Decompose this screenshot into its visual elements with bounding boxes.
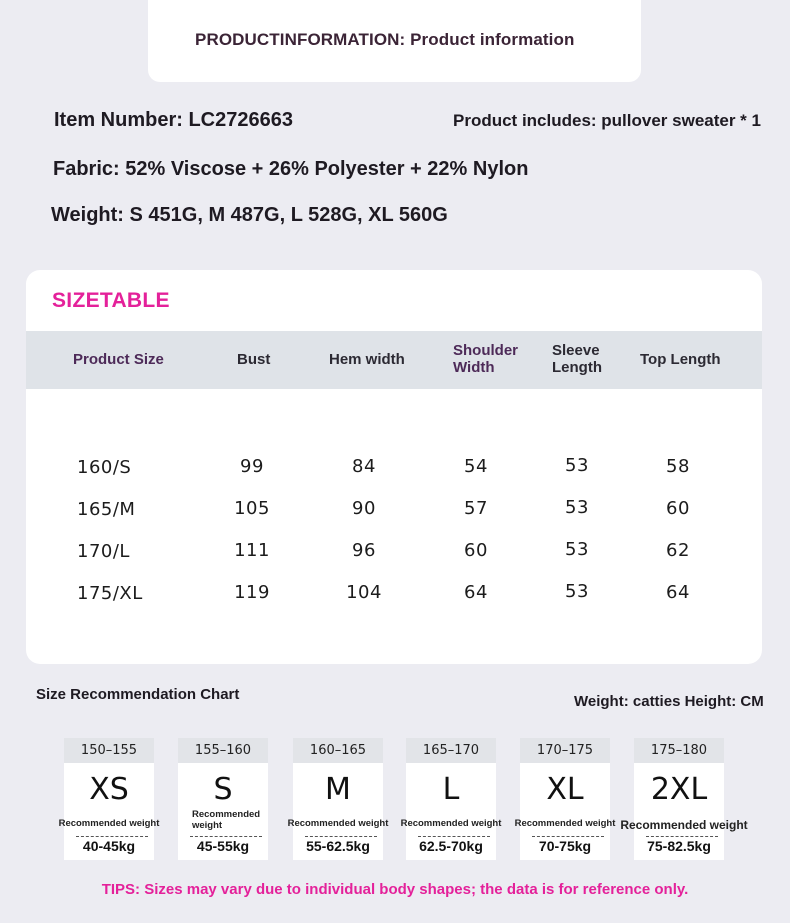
item-number: Item Number: LC2726663 — [54, 109, 293, 131]
divider — [76, 836, 148, 837]
size-table-card — [26, 270, 762, 664]
product-info-card — [148, 0, 641, 82]
cell-size: 160/S — [77, 457, 132, 478]
recommended-weight-label: Recommended weight — [400, 818, 502, 829]
size-letter: L — [442, 772, 460, 807]
height-range: 150–155 — [64, 738, 154, 763]
product-includes: Product includes: pullover sweater * 1 — [453, 111, 761, 130]
cell-length: 60 — [666, 498, 690, 519]
cell-bust: 111 — [234, 540, 270, 561]
recommended-weight-label: Recommended weight — [58, 818, 160, 829]
cell-length: 62 — [666, 540, 690, 561]
size-letter: 2XL — [650, 772, 708, 807]
garment-weight: Weight: S 451G, M 487G, L 528G, XL 560G — [51, 204, 448, 226]
recommended-weight-label: Recommended weight — [192, 809, 261, 831]
product-info-title: PRODUCTINFORMATION: Product information — [195, 30, 575, 49]
cell-hem: 104 — [346, 582, 382, 603]
size-letter: XS — [89, 772, 129, 807]
cell-bust: 105 — [234, 498, 270, 519]
recommendation-title: Size Recommendation Chart — [36, 686, 240, 703]
divider — [305, 836, 377, 837]
recommended-weight-label: Recommended weight — [287, 818, 389, 829]
cell-sleeve: 53 — [565, 455, 589, 476]
cell-shoulder: 64 — [464, 582, 488, 603]
size-letter: XL — [546, 772, 584, 807]
cell-bust: 119 — [234, 582, 270, 603]
header-bust: Bust — [237, 351, 271, 368]
cell-size: 165/M — [77, 499, 136, 520]
weight-range: 55-62.5kg — [306, 838, 370, 854]
size-card-l — [400, 738, 502, 860]
cell-shoulder: 57 — [464, 498, 488, 519]
height-range: 165–170 — [406, 738, 496, 763]
height-range: 175–180 — [634, 738, 724, 763]
recommended-weight-label: Recommended weight — [620, 818, 748, 832]
cell-bust: 99 — [240, 456, 264, 477]
cell-hem: 90 — [352, 498, 376, 519]
weight-range: 70-75kg — [538, 838, 592, 854]
size-card-m — [287, 738, 389, 860]
divider — [418, 836, 490, 837]
cell-size: 175/XL — [77, 583, 143, 604]
cell-shoulder: 54 — [464, 456, 488, 477]
units-note: Weight: catties Height: CM — [574, 693, 764, 710]
cell-length: 58 — [666, 456, 690, 477]
weight-range: 62.5-70kg — [419, 838, 483, 854]
cell-size: 170/L — [77, 541, 130, 562]
recommended-weight-label: Recommended weight — [514, 818, 616, 829]
cell-shoulder: 60 — [464, 540, 488, 561]
weight-range: 75-82.5kg — [647, 838, 711, 854]
height-range: 155–160 — [178, 738, 268, 763]
header-top-length: Top Length — [640, 351, 721, 368]
size-table-header — [26, 331, 762, 389]
size-card-2xl — [620, 738, 748, 860]
cell-hem: 84 — [352, 456, 376, 477]
cell-sleeve: 53 — [565, 497, 589, 518]
divider — [646, 836, 718, 837]
header-hem-width: Hem width — [329, 351, 405, 368]
divider — [190, 836, 262, 837]
cell-hem: 96 — [352, 540, 376, 561]
cell-length: 64 — [666, 582, 690, 603]
size-card-xl — [514, 738, 616, 860]
header-shoulder-width: Shoulder Width — [453, 342, 519, 376]
size-letter: S — [213, 772, 233, 807]
weight-range: 45-55kg — [196, 838, 250, 854]
height-range: 170–175 — [520, 738, 610, 763]
height-range: 160–165 — [293, 738, 383, 763]
divider — [532, 836, 604, 837]
size-letter: M — [325, 772, 351, 807]
size-card-xs — [58, 738, 160, 860]
header-product-size: Product Size — [73, 351, 164, 368]
cell-sleeve: 53 — [565, 581, 589, 602]
cell-sleeve: 53 — [565, 539, 589, 560]
tips-note: TIPS: Sizes may vary due to individual body shapes; the data is for reference only. — [101, 881, 689, 898]
header-sleeve-length: Sleeve Length — [552, 342, 602, 376]
size-table-title: SIZETABLE — [52, 289, 170, 312]
weight-range: 40-45kg — [82, 838, 136, 854]
fabric-composition: Fabric: 52% Viscose + 26% Polyester + 22% Nylon — [53, 158, 529, 180]
size-card-s — [178, 738, 268, 860]
